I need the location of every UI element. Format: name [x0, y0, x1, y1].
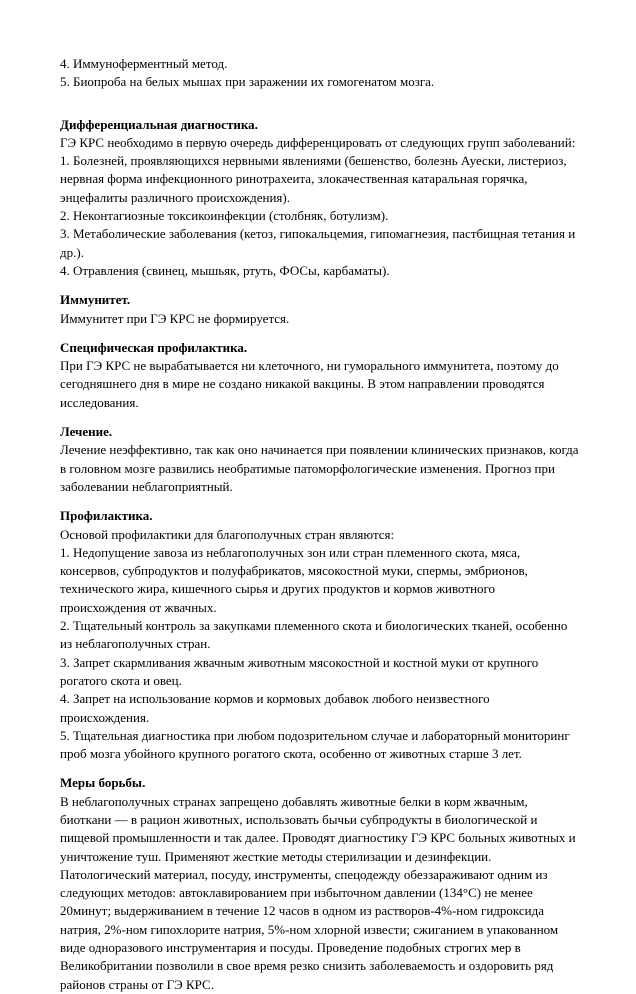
text-line: При ГЭ КРС не вырабатывается ни клеточного, ни гуморального иммунитета, поэтому до	[60, 358, 559, 374]
intro-line: 4. Иммуноферментный метод.	[60, 56, 228, 71]
text-line: 2. Неконтагиозные токсикоинфекции (столбняк, ботулизм).	[60, 208, 389, 224]
text-line: 4. Отравления (свинец, мышьяк, ртуть, ФОСы, карбаматы).	[60, 262, 390, 278]
document-section	[60, 774, 580, 994]
section-heading: Меры борьбы.	[60, 775, 146, 791]
text-line: ГЭ КРС необходимо в первую очередь дифференцировать от следующих групп заболеваний:	[60, 134, 576, 150]
section-heading: Лечение.	[60, 424, 113, 440]
text-line: сегодняшнего дня в мире не создано никакой вакцины. В этом направлении проводятся	[60, 376, 545, 392]
text-line: Великобритании позволили в свое время резко снизить заболеваемость и оздоровить ряд	[60, 958, 554, 974]
text-line: происхождения от жвачных.	[60, 599, 217, 615]
section-heading: Дифференциальная диагностика.	[60, 116, 258, 132]
sections-container	[60, 116, 580, 994]
text-line: следующих методов: автоклавированием при избыточном давлении (134°С) не менее	[60, 885, 533, 901]
document-section	[60, 339, 580, 412]
text-line: консервов, субпродуктов и полуфабрикатов, мясокостной муки, спермы, эмбрионов,	[60, 563, 528, 579]
text-line: др.).	[60, 244, 84, 260]
document-section	[60, 291, 580, 328]
text-line: Патологический материал, посуду, инструменты, спецодежду обеззараживают одним из	[60, 866, 548, 882]
text-line: энцефалиты различного происхождения).	[60, 189, 290, 205]
text-line: исследования.	[60, 394, 139, 410]
text-line: технического жира, кишечного сырья и других продуктов и кормов животного	[60, 581, 496, 597]
intro-list	[60, 55, 580, 92]
document-section	[60, 116, 580, 281]
section-heading: Иммунитет.	[60, 292, 131, 308]
text-line: Основой профилактики для благополучных стран являются:	[60, 526, 395, 542]
text-line: 1. Недопущение завоза из неблагополучных зон или стран племенного скота, мяса,	[60, 544, 521, 560]
text-line: из неблагополучных стран.	[60, 636, 211, 652]
text-line: Иммунитет при ГЭ КРС не формируется.	[60, 310, 290, 326]
intro-line: 5. Биопроба на белых мышах при заражении их гомогенатом мозга.	[60, 74, 435, 90]
text-line: виде одноразового инструментария и посуды. Проведение подобных строгих мер в	[60, 940, 521, 956]
text-line: В неблагополучных странах запрещено добавлять животные белки в корм жвачным,	[60, 793, 528, 809]
text-line: уничтожение туш. Применяют жесткие методы стерилизации и дезинфекции.	[60, 848, 492, 864]
text-line: районов страны от ГЭ КРС.	[60, 976, 214, 992]
section-heading: Профилактика.	[60, 508, 153, 524]
text-line: в головном мозге развились необратимые патоморфологические изменения. Прогноз при	[60, 460, 555, 476]
document-section	[60, 423, 580, 496]
document-section	[60, 507, 580, 763]
text-line: происхождения.	[60, 709, 150, 725]
text-line: нервная форма инфекционного ринотрахеита, злокачественная катаральная горячка,	[60, 171, 528, 187]
text-line: натрия, 2%-ном гипохлорите натрия, 5%-ном хлорной извести; сжиганием в упакованном	[60, 921, 559, 937]
text-line: 20минут; выдерживанием в течение 12 часов в одном из растворов-4%-ном гидроксида	[60, 903, 544, 919]
text-line: Лечение неэффективно, так как оно начинается при появлении клинических признаков, когда	[60, 442, 579, 458]
text-line: пищевой промышленности и так далее. Проводят диагностику ГЭ КРС больных животных и	[60, 830, 576, 846]
text-line: заболевании неблагоприятный.	[60, 478, 233, 494]
text-line: 4. Запрет на использование кормов и кормовых добавок любого неизвестного	[60, 691, 490, 707]
text-line: 3. Запрет скармливания жвачным животным мясокостной и костной муки от крупного	[60, 654, 539, 670]
text-line: 2. Тщательный контроль за закупками племенного скота и биологических тканей, особенно	[60, 618, 568, 634]
text-line: 1. Болезней, проявляющихся нервными явлениями (бешенство, болезнь Ауески, листериоз,	[60, 153, 567, 169]
text-line: 3. Метаболические заболевания (кетоз, гипокальцемия, гипомагнезия, пастбищная тетания и	[60, 226, 576, 242]
text-line: биоткани — в рацион животных, использовать бычьи субпродукты в биологической и	[60, 811, 538, 827]
text-line: проб мозга убойного крупного рогатого скота, особенно от животных старше 3 лет.	[60, 746, 522, 762]
section-heading: Специфическая профилактика.	[60, 339, 248, 355]
text-line: рогатого скота и овец.	[60, 672, 182, 688]
text-line: 5. Тщательная диагностика при любом подозрительном случае и лабораторный мониторинг	[60, 727, 570, 743]
